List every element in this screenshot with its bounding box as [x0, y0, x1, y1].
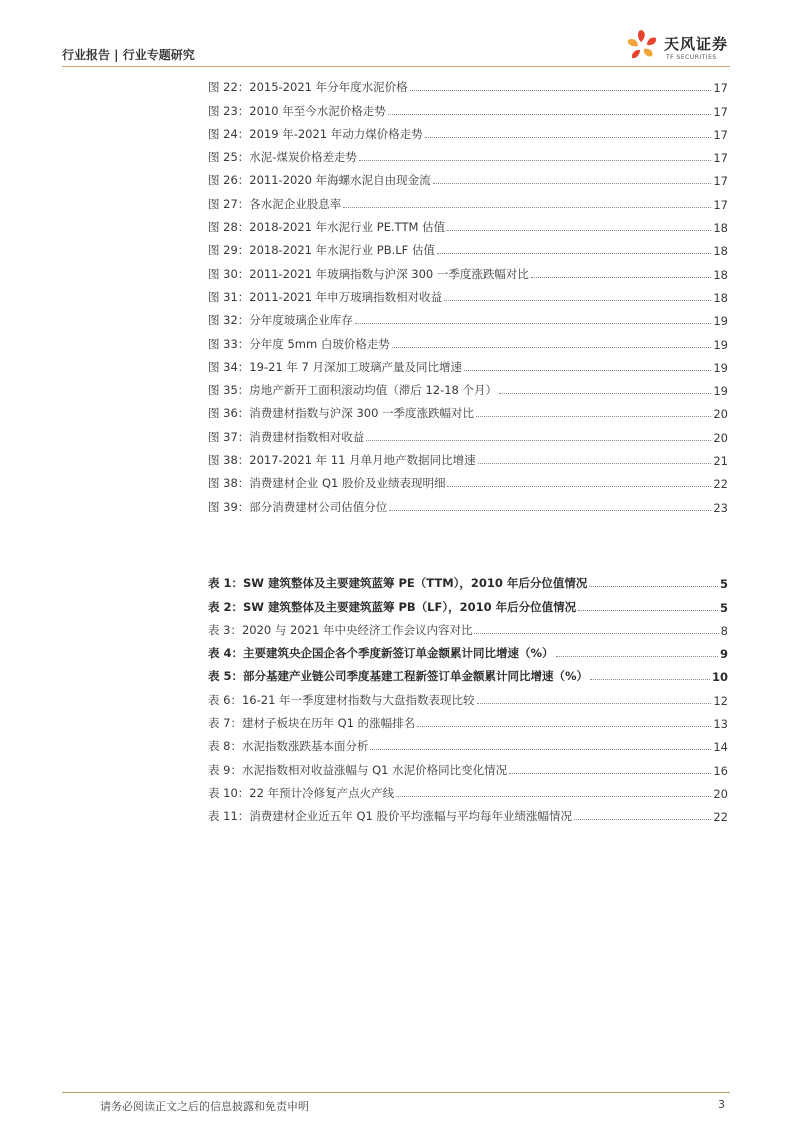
- toc-entry-label: 表 7：建材子板块在历年 Q1 的涨幅排名: [208, 716, 416, 731]
- leader-dots: [433, 183, 712, 184]
- leader-dots: [447, 486, 711, 487]
- toc-table-entry[interactable]: [208, 638, 728, 661]
- toc-table-entry[interactable]: [208, 615, 728, 638]
- leader-dots: [531, 277, 711, 278]
- toc-entry-page: 5: [719, 577, 728, 592]
- logo-english-name: TF SECURITIES: [666, 54, 717, 61]
- toc-figure-entry[interactable]: [208, 165, 728, 188]
- toc-figure-entry[interactable]: [208, 142, 728, 165]
- footer-divider: [62, 1092, 730, 1093]
- toc-figure-entry[interactable]: [208, 491, 728, 514]
- toc-entry-page: 9: [719, 647, 728, 662]
- page-number: 3: [718, 1098, 725, 1111]
- leader-dots: [343, 207, 711, 208]
- leader-dots: [444, 300, 711, 301]
- toc-entry-label: 表 8：水泥指数涨跌基本面分析: [208, 739, 369, 754]
- toc-entry-page: 21: [713, 454, 728, 469]
- leader-dots: [417, 726, 711, 727]
- toc-figure-entry[interactable]: [208, 305, 728, 328]
- leader-dots: [574, 819, 711, 820]
- header-divider: [62, 66, 730, 67]
- toc-table-entry[interactable]: [208, 661, 728, 684]
- toc-entry-page: 10: [711, 670, 728, 685]
- toc-entry-page: 17: [713, 174, 728, 189]
- leader-dots: [437, 253, 711, 254]
- leader-dots: [388, 114, 712, 115]
- leader-dots: [370, 749, 711, 750]
- toc-entry-label: 图 38：2017-2021 年 11 月单月地产数据同比增速: [208, 453, 476, 468]
- pinwheel-logo-icon: [624, 28, 662, 64]
- toc-figure-entry[interactable]: [208, 282, 728, 305]
- toc-entry-page: 22: [713, 810, 728, 825]
- toc-table-entry[interactable]: [208, 731, 728, 754]
- toc-table-entry[interactable]: [208, 684, 728, 707]
- toc-table-entry[interactable]: [208, 568, 728, 591]
- footer-disclaimer: 请务必阅读正文之后的信息披露和免责申明: [100, 1100, 309, 1113]
- toc-figure-entry[interactable]: [208, 375, 728, 398]
- toc-entry-page: 18: [713, 244, 728, 259]
- toc-entry-label: 图 22：2015-2021 年分年度水泥价格: [208, 80, 408, 95]
- toc-entry-label: 图 28：2018-2021 年水泥行业 PE.TTM 估值: [208, 220, 446, 235]
- toc-entry-label: 图 27：各水泥企业股息率: [208, 196, 342, 211]
- toc-entry-label: 图 32：分年度玻璃企业库存: [208, 313, 353, 328]
- toc-figure-entry[interactable]: [208, 72, 728, 95]
- leader-dots: [464, 370, 711, 371]
- toc-entry-label: 图 39：部分消费建材公司估值分位: [208, 499, 388, 514]
- toc-entry-page: 13: [713, 717, 728, 732]
- toc-entry-label: 图 38：消费建材企业 Q1 股价及业绩表现明细: [208, 476, 446, 491]
- toc-entry-page: 20: [713, 786, 728, 801]
- leader-dots: [396, 796, 711, 797]
- toc-figure-entry[interactable]: [208, 398, 728, 421]
- toc-entry-label: 图 26：2011-2020 年海螺水泥自由现金流: [208, 173, 431, 188]
- toc-entry-label: 表 1：SW 建筑整体及主要建筑蓝筹 PE（TTM），2010 年后分位值情况: [208, 576, 588, 591]
- toc-entry-label: 图 34：19-21 年 7 月深加工玻璃产量及同比增速: [208, 359, 462, 374]
- report-header-title: 行业报告 | 行业专题研究: [62, 48, 195, 62]
- toc-figure-entry[interactable]: [208, 119, 728, 142]
- toc-entry-page: 14: [713, 740, 728, 755]
- toc-entry-page: 22: [713, 477, 728, 492]
- toc-entry-page: 17: [713, 197, 728, 212]
- toc-table-entry[interactable]: [208, 754, 728, 777]
- figure-list: [208, 72, 728, 515]
- toc-entry-label: 图 35：房地产新开工面积滚动均值（滞后 12-18 个月）: [208, 383, 498, 398]
- leader-dots: [392, 347, 712, 348]
- leader-dots: [589, 586, 718, 587]
- toc-entry-label: 表 11：消费建材企业近五年 Q1 股价平均涨幅与平均每年业绩涨幅情况: [208, 809, 572, 824]
- toc-entry-page: 16: [713, 763, 728, 778]
- toc-table-entry[interactable]: [208, 778, 728, 801]
- leader-dots: [389, 510, 711, 511]
- table-list: [208, 568, 728, 824]
- toc-table-entry[interactable]: [208, 801, 728, 824]
- leader-dots: [355, 323, 712, 324]
- toc-figure-entry[interactable]: [208, 95, 728, 118]
- toc-entry-label: 图 31：2011-2021 年申万玻璃指数相对收益: [208, 289, 443, 304]
- toc-entry-label: 表 5：部分基建产业链公司季度基建工程新签订单金额累计同比增速（%）: [208, 669, 589, 684]
- toc-entry-page: 17: [713, 127, 728, 142]
- leader-dots: [476, 416, 711, 417]
- toc-entry-page: 17: [713, 81, 728, 96]
- toc-entry-page: 19: [713, 360, 728, 375]
- toc-entry-page: 19: [713, 384, 728, 399]
- toc-figure-entry[interactable]: [208, 258, 728, 281]
- toc-entry-page: 8: [720, 623, 728, 638]
- leader-dots: [556, 656, 718, 657]
- toc-entry-label: 图 30：2011-2021 年玻璃指数与沪深 300 一季度涨跌幅对比: [208, 266, 529, 281]
- leader-dots: [366, 440, 711, 441]
- leader-dots: [410, 90, 712, 91]
- leader-dots: [425, 137, 712, 138]
- toc-entry-label: 图 33：分年度 5mm 白玻价格走势: [208, 336, 390, 351]
- toc-entry-page: 18: [713, 221, 728, 236]
- toc-figure-entry[interactable]: [208, 421, 728, 444]
- toc-entry-label: 表 4：主要建筑央企国企各个季度新签订单金额累计同比增速（%）: [208, 646, 554, 661]
- leader-dots: [478, 463, 712, 464]
- toc-entry-label: 图 23：2010 年至今水泥价格走势: [208, 103, 386, 118]
- toc-figure-entry[interactable]: [208, 212, 728, 235]
- toc-entry-label: 表 2：SW 建筑整体及主要建筑蓝筹 PB（LF），2010 年后分位值情况: [208, 599, 577, 614]
- toc-entry-page: 20: [713, 407, 728, 422]
- toc-entry-label: 表 10：22 年预计冷修复产点火产线: [208, 785, 395, 800]
- leader-dots: [477, 703, 712, 704]
- toc-entry-label: 表 3：2020 与 2021 年中央经济工作会议内容对比: [208, 622, 473, 637]
- company-logo: [624, 26, 734, 66]
- toc-entry-label: 图 25：水泥-煤炭价格差走势: [208, 150, 357, 165]
- toc-entry-label: 图 36：消费建材指数与沪深 300 一季度涨跌幅对比: [208, 406, 475, 421]
- toc-entry-page: 19: [713, 314, 728, 329]
- toc-figure-entry[interactable]: [208, 468, 728, 491]
- toc-entry-label: 图 37：消费建材指数相对收益: [208, 429, 365, 444]
- toc-entry-label: 表 9：水泥指数相对收益涨幅与 Q1 水泥价格同比变化情况: [208, 762, 508, 777]
- leader-dots: [499, 393, 711, 394]
- leader-dots: [590, 679, 710, 680]
- toc-entry-label: 图 29：2018-2021 年水泥行业 PB.LF 估值: [208, 243, 435, 258]
- toc-figure-entry[interactable]: [208, 352, 728, 375]
- toc-entry-page: 17: [713, 104, 728, 119]
- toc-figure-entry[interactable]: [208, 188, 728, 211]
- logo-chinese-name: 天风证券: [664, 35, 729, 53]
- toc-entry-page: 19: [713, 337, 728, 352]
- leader-dots: [509, 773, 711, 774]
- leader-dots: [359, 160, 711, 161]
- toc-entry-page: 12: [713, 693, 728, 708]
- leader-dots: [474, 633, 718, 634]
- toc-table-entry[interactable]: [208, 708, 728, 731]
- toc-entry-page: 20: [713, 430, 728, 445]
- toc-figure-entry[interactable]: [208, 445, 728, 468]
- toc-entry-page: 5: [719, 600, 728, 615]
- toc-entry-page: 17: [713, 151, 728, 166]
- leader-dots: [578, 610, 718, 611]
- toc-entry-page: 18: [713, 290, 728, 305]
- toc-table-entry[interactable]: [208, 591, 728, 614]
- toc-entry-page: 23: [713, 500, 728, 515]
- leader-dots: [447, 230, 711, 231]
- toc-figure-entry[interactable]: [208, 235, 728, 258]
- toc-entry-page: 18: [713, 267, 728, 282]
- toc-entry-label: 表 6：16-21 年一季度建材指数与大盘指数表现比较: [208, 692, 475, 707]
- toc-entry-label: 图 24：2019 年-2021 年动力煤价格走势: [208, 126, 423, 141]
- toc-figure-entry[interactable]: [208, 328, 728, 351]
